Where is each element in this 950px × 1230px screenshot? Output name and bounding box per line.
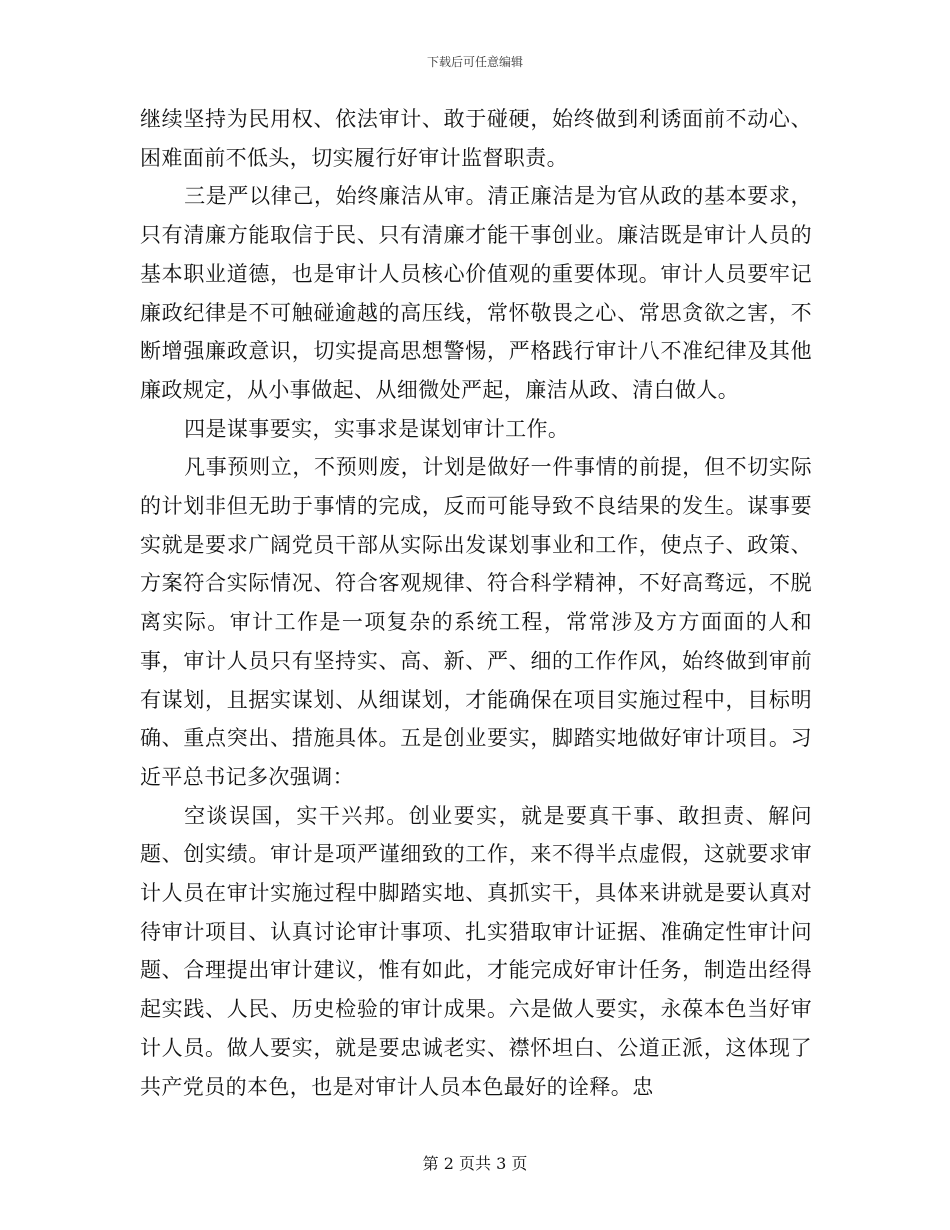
paragraph-practice: 空谈误国，实干兴邦。创业要实，就是要真干事、敢担责、解问题、创实绩。审计是项严谨细致的工作，来不得半点虚假，这就要求审计人员在审计实施过程中脚踏实地、真抓实干，具体来讲就是要认真对待审计项目、认真讨论审计事项、扎实猎取审计证据、准确定性审计问题、合理提出审计建议，惟有如此，才能完成好审计任务，制造出经得起实践、人民、历史检验的审计成果。六是做人要实，永葆本色当好审计人员。做人要实，就是要忠诚老实、襟怀坦白、公道正派，这体现了共产党员的本色，也是对审计人员本色最好的诠释。忠	[140, 803, 812, 1099]
paragraph-heading-four: 四是谋事要实，实事求是谋划审计工作。	[184, 416, 570, 441]
document-body	[140, 100, 812, 1106]
page-number: 第 2 页共 3 页	[422, 1154, 528, 1173]
paragraph-planning: 凡事预则立，不预则废，计划是做好一件事情的前提，但不切实际的计划非但无助于事情的完成，反而可能导致不良结果的发生。谋事要实就是要求广阔党员干部从实际出发谋划事业和工作，使点子、政策、方案符合实际情况、符合客观规律、符合科学精神，不好高骛远，不脱离实际。审计工作是一项复杂的系统工程，常常涉及方方面面的人和事，审计人员只有坚持实、高、新、严、细的工作作风，始终做到审前有谋划，且据实谋划、从细谋划，才能确保在项目实施过程中，目标明确、重点突出、措施具体。五是创业要实，脚踏实地做好审计项目。习近平总书记多次强调：	[140, 455, 812, 789]
paragraph-continuation: 继续坚持为民用权、依法审计、敢于碰硬，始终做到利诱面前不动心、困难面前不低头，切实履行好审计监督职责。	[140, 107, 812, 170]
page-header-note: 下载后可任意编辑	[426, 55, 523, 69]
paragraph-integrity: 三是严以律己，始终廉洁从审。清正廉洁是为官从政的基本要求，只有清廉方能取信于民、只有清廉才能干事创业。廉洁既是审计人员的基本职业道德，也是审计人员核心价值观的重要体现。审计人员要牢记廉政纪律是不可触碰逾越的高压线，常怀敬畏之心、常思贪欲之害，不断增强廉政意识，切实提高思想警惕，严格践行审计八不准纪律及其他廉政规定，从小事做起、从细微处严起，廉洁从政、清白做人。	[140, 184, 812, 402]
